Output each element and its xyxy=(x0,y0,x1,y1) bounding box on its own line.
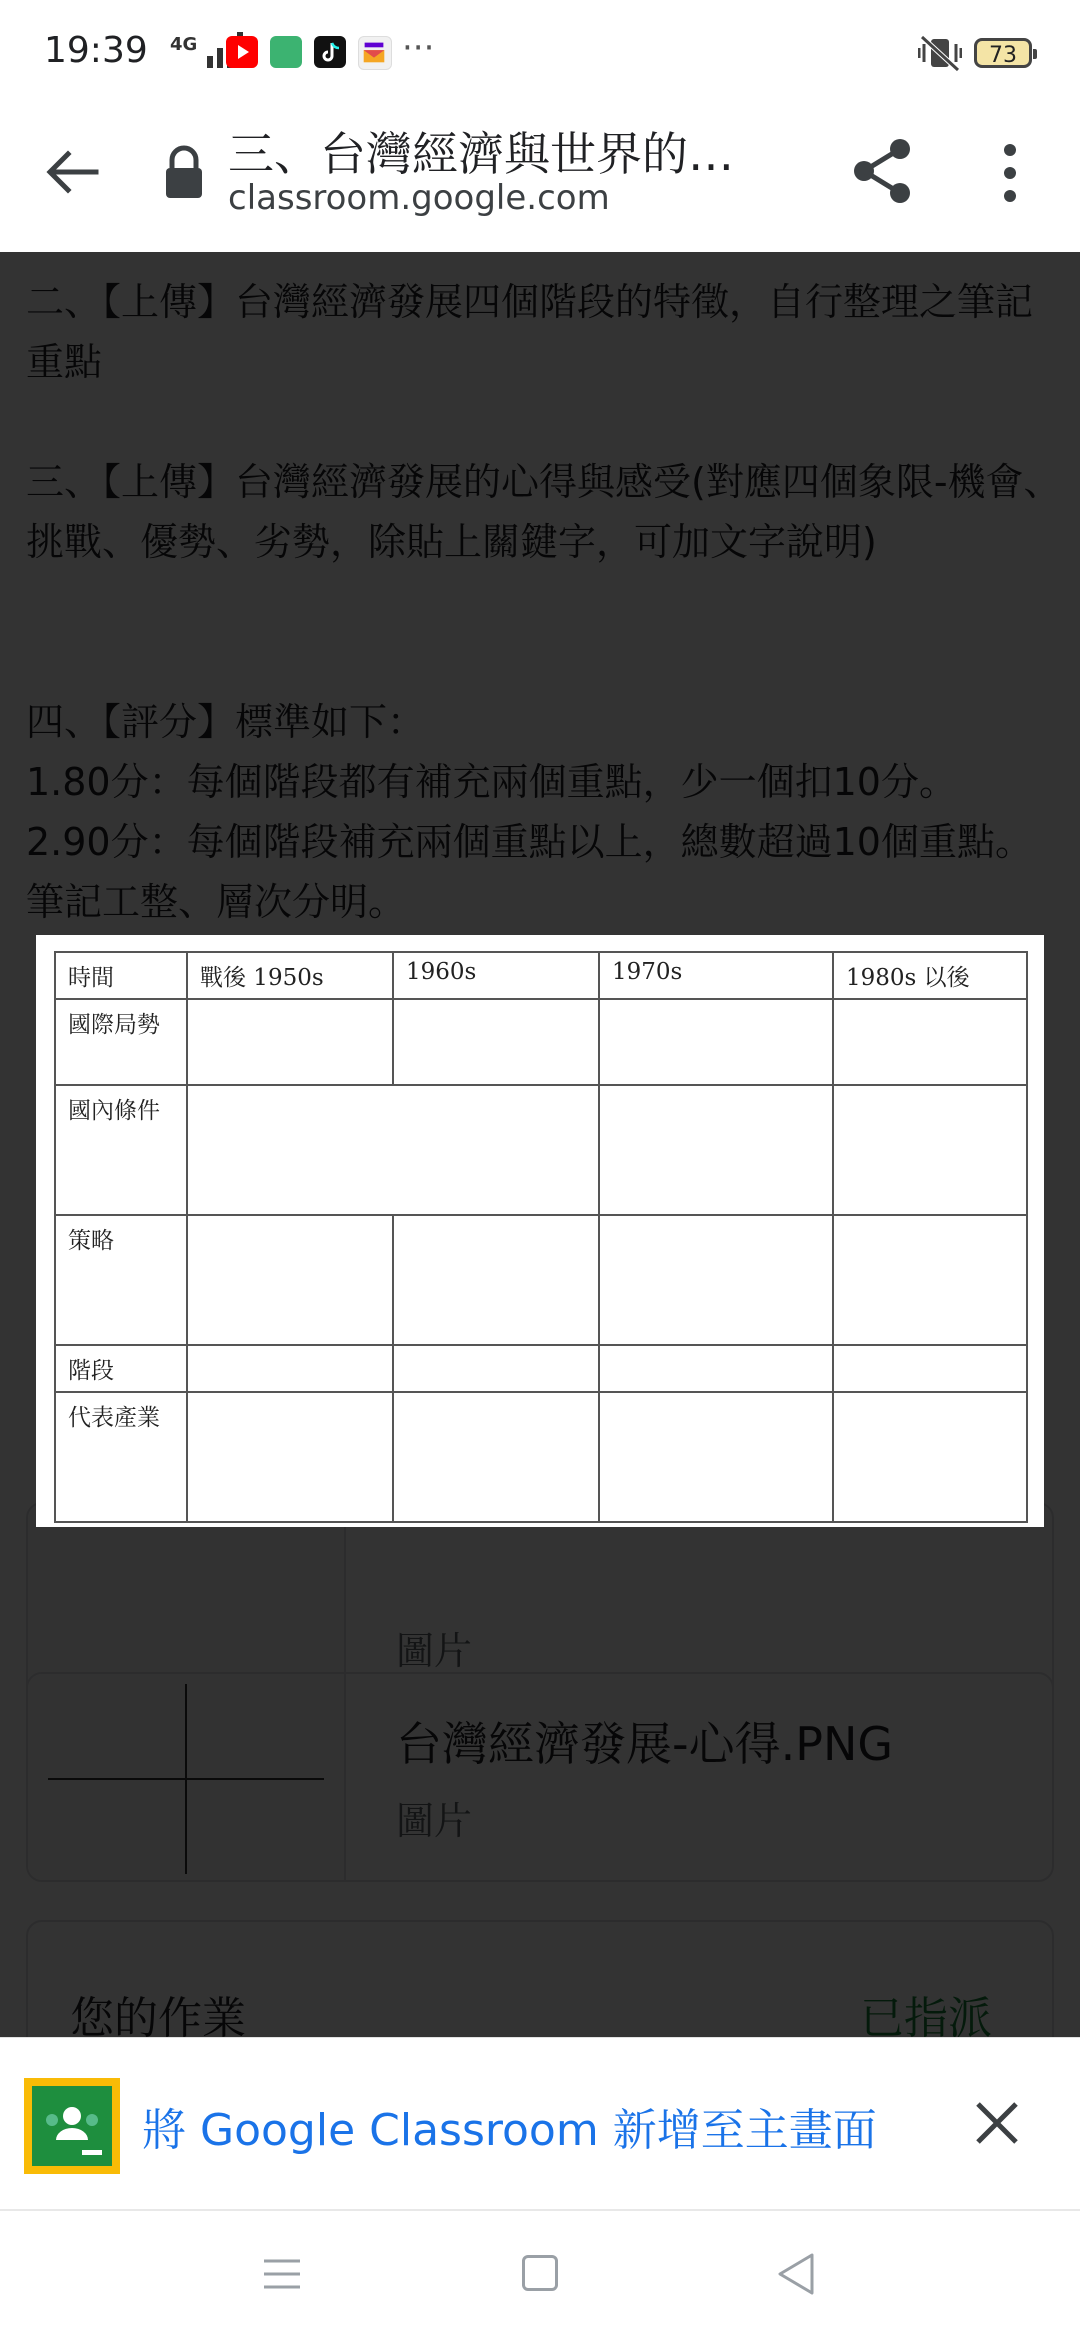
table-cell xyxy=(187,1392,393,1522)
table-header: 戰後 1950s xyxy=(187,952,393,999)
table-cell xyxy=(833,1215,1027,1345)
system-nav-bar xyxy=(0,2209,1080,2340)
table-cell xyxy=(393,1392,599,1522)
add-to-home-text[interactable]: 將 Google Classroom 新增至主畫面 xyxy=(142,2105,877,2156)
row-label: 國內條件 xyxy=(55,1085,187,1215)
table-cell xyxy=(599,999,833,1085)
row-label: 策略 xyxy=(55,1215,187,1345)
table-cell xyxy=(833,1345,1027,1392)
table-cell xyxy=(599,1345,833,1392)
lock-icon[interactable] xyxy=(160,142,208,202)
worksheet-table xyxy=(54,951,1028,1523)
table-cell xyxy=(599,1085,833,1215)
row-label: 國際局勢 xyxy=(55,999,187,1085)
table-cell xyxy=(833,1085,1027,1215)
network-type: 4G xyxy=(170,34,198,55)
table-header: 1960s xyxy=(393,952,599,999)
add-to-home-banner[interactable] xyxy=(0,2037,1080,2210)
status-time: 19:39 xyxy=(44,30,148,71)
table-cell xyxy=(187,1215,393,1345)
vibrate-icon xyxy=(918,34,962,72)
table-header: 1970s xyxy=(599,952,833,999)
table-cell xyxy=(833,999,1027,1085)
page-title: 三、台灣經濟與世界的… xyxy=(228,127,734,181)
home-icon[interactable] xyxy=(522,2255,558,2291)
table-cell xyxy=(187,1085,599,1215)
share-icon[interactable] xyxy=(850,136,916,206)
close-icon[interactable] xyxy=(972,2098,1022,2148)
table-cell xyxy=(599,1215,833,1345)
table-cell xyxy=(393,1215,599,1345)
yahoo-mail-icon xyxy=(358,36,392,70)
app-green-icon xyxy=(270,36,302,68)
table-cell xyxy=(393,1345,599,1392)
table-header: 1980s 以後 xyxy=(833,952,1027,999)
table-cell xyxy=(599,1392,833,1522)
battery-icon: 73 xyxy=(974,38,1032,68)
table-header: 時間 xyxy=(55,952,187,999)
table-cell xyxy=(187,1345,393,1392)
table-cell xyxy=(187,999,393,1085)
table-cell xyxy=(833,1392,1027,1522)
back-triangle-icon[interactable] xyxy=(776,2251,816,2297)
custom-tab-header xyxy=(0,100,1080,252)
youtube-icon xyxy=(226,36,258,68)
back-arrow-icon[interactable] xyxy=(40,140,104,204)
row-label: 代表產業 xyxy=(55,1392,187,1522)
more-notifications: ··· xyxy=(402,28,435,68)
recent-apps-icon[interactable] xyxy=(262,2257,302,2291)
tiktok-icon xyxy=(314,36,346,68)
more-vert-icon[interactable] xyxy=(990,138,1030,208)
page-url: classroom.google.com xyxy=(228,178,610,218)
row-label: 階段 xyxy=(55,1345,187,1392)
google-classroom-icon xyxy=(24,2078,120,2174)
table-cell xyxy=(393,999,599,1085)
image-viewer[interactable] xyxy=(36,935,1044,1527)
status-bar xyxy=(0,0,1080,100)
